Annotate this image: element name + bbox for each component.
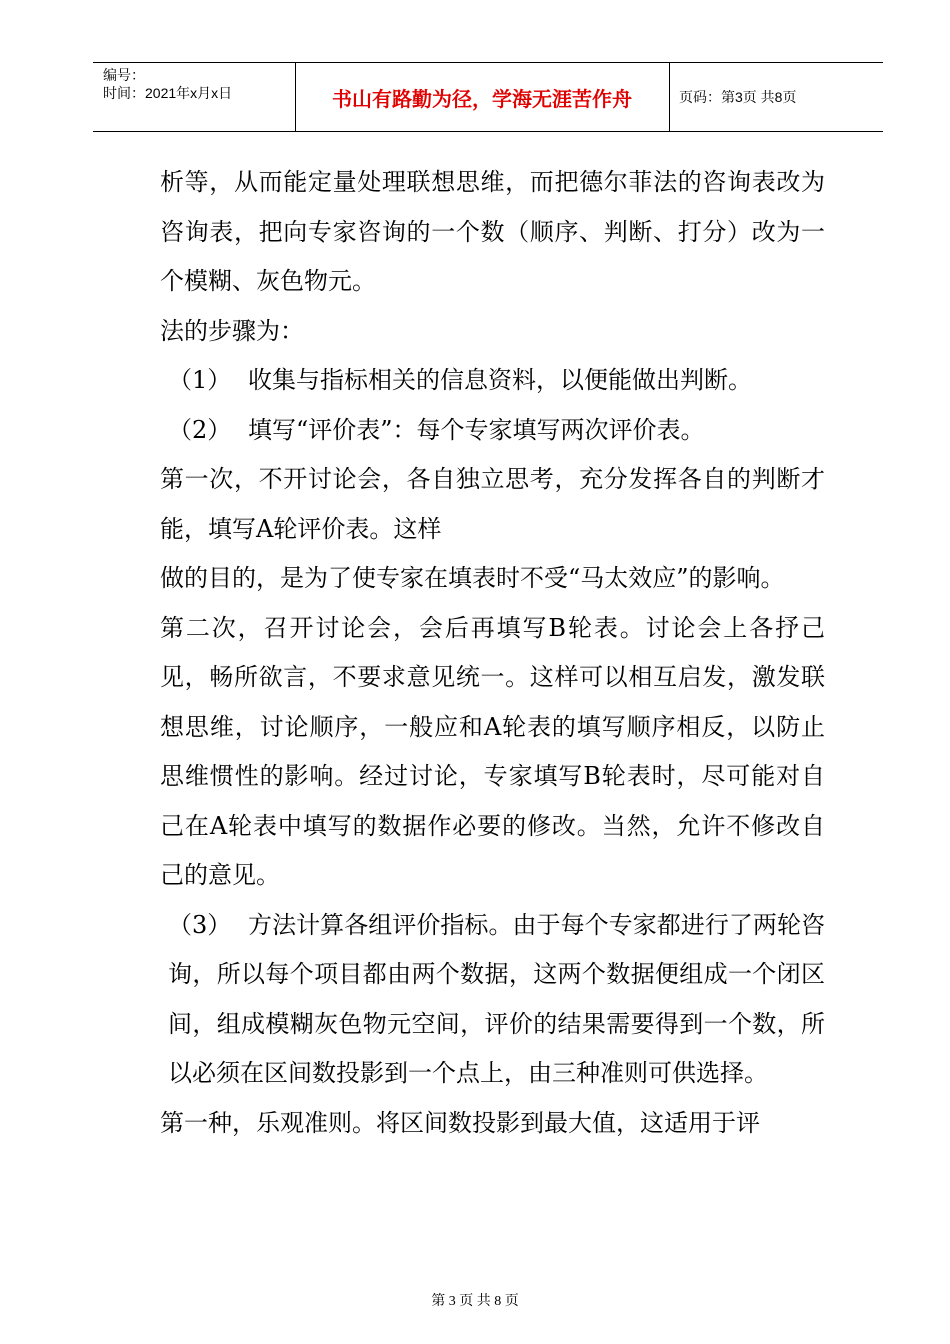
header-divider — [669, 63, 670, 131]
step-text: 填写“评价表”：每个专家填写两次评价表。 — [248, 415, 705, 444]
document-body — [160, 158, 825, 1148]
step-number: （2） — [168, 415, 232, 444]
paragraph: 第一种，乐观准则。将区间数投影到最大值，这适用于评 — [160, 1108, 760, 1137]
step-item — [160, 406, 825, 456]
page-footer: 第 3 页 共 8 页 — [431, 1294, 519, 1309]
paragraph: 第一次，不开讨论会，各自独立思考，充分发挥各自的判断才能，填写A轮评价表。这样 — [160, 465, 825, 543]
step-item — [160, 901, 825, 1099]
step-number: （3） — [168, 910, 232, 939]
step-text: 收集与指标相关的信息资料，以便能做出判断。 — [248, 366, 752, 394]
step-number: （1） — [168, 366, 232, 394]
paragraph: 做的目的，是为了使专家在填表时不受“马太效应”的影响。 — [160, 564, 785, 592]
header-motto: 书山有路勤为径，学海无涯苦作舟 — [332, 86, 632, 111]
step-text: 方法计算各组评价指标。由于每个专家都进行了两轮咨询，所以每个项目都由两个数据，这两个数据便组成一个闭区间，组成模糊灰色物元空间，评价的结果需要得到一个数，所以必须在区间数投影到一个点上，由三种准则可供选择。 — [168, 910, 825, 1087]
paragraph: 第二次，召开讨论会，会后再填写B轮表。讨论会上各抒己见，畅所欲言，不要求意见统一。这样可以相互启发，激发联想思维，讨论顺序，一般应和A轮表的填写顺序相反，以防止思维惯性的影响。经过讨论，专家填写B轮表时，尽可能对自己在A轮表中填写的数据作必要的修改。当然，允许不修改自己的意见。 — [160, 613, 825, 889]
header-page-info: 页码：第3页 共8页 — [679, 89, 797, 105]
time-label: 时间：2021年x月x日 — [103, 85, 233, 101]
page-header — [93, 62, 883, 132]
paragraph: 析等，从而能定量处理联想思维，而把德尔菲法的咨询表改为咨询表，把向专家咨询的一个数（顺序、判断、打分）改为一个模糊、灰色物元。 — [160, 168, 825, 295]
code-label: 编号： — [103, 67, 145, 83]
paragraph: 法的步骤为： — [160, 316, 304, 345]
header-meta — [103, 66, 232, 102]
step-item — [160, 356, 825, 406]
